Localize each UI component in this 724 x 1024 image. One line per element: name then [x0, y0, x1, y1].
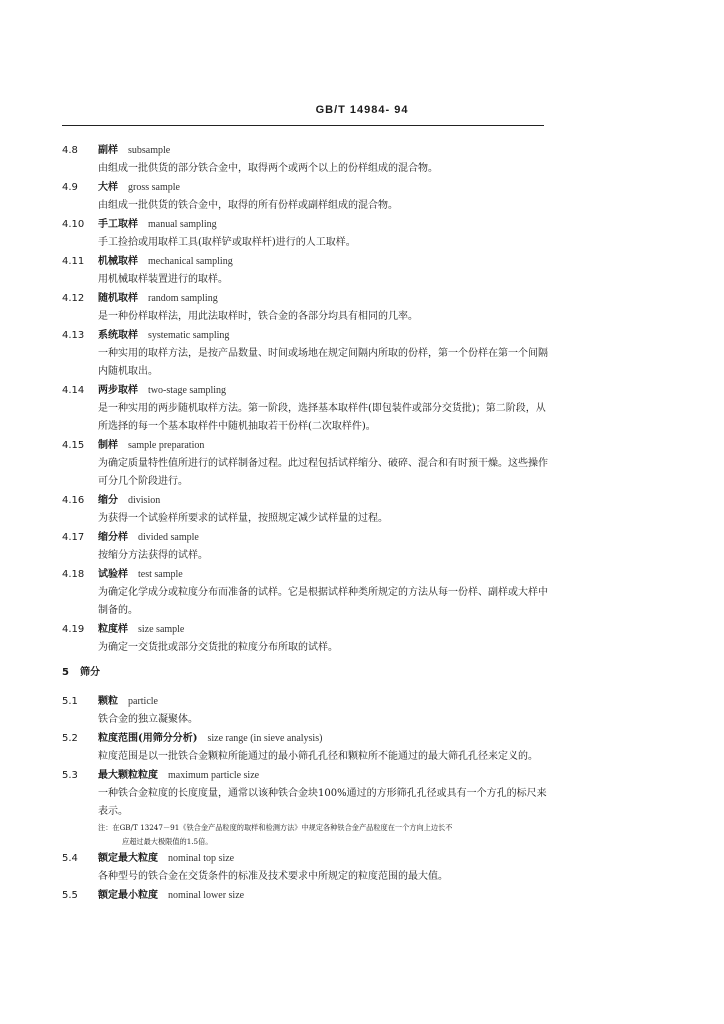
clause-number: 4.19	[62, 624, 85, 635]
term-english: systematic sampling	[148, 330, 230, 341]
section-heading	[62, 663, 552, 682]
term-english: subsample	[128, 145, 171, 156]
clause-number: 4.9	[62, 182, 78, 193]
clause-number: 5.2	[62, 733, 78, 744]
term-english: nominal top size	[168, 853, 235, 864]
term-definition: 铁合金的独立凝聚体。	[98, 714, 198, 725]
clause-number: 5.4	[62, 853, 78, 864]
term-english: division	[128, 495, 161, 506]
definition-entry	[62, 620, 552, 657]
term-chinese: 副样	[98, 145, 118, 156]
note-line: 注：在GB/T 13247－91《铁合金产品粒度的取样和检测方法》中规定各种铁合金产品粒度在一个方向上边长不	[98, 823, 453, 832]
term-definition: 粒度范围是以一批铁合金颗粒所能通过的最小筛孔孔径和颗粒所不能通过的最大筛孔孔径来定义的。	[98, 751, 538, 762]
definition-entry	[62, 289, 552, 326]
term-english: manual sampling	[148, 219, 217, 230]
definition-entry	[62, 528, 552, 565]
term-english: divided sample	[138, 532, 199, 543]
definition-entry	[62, 326, 552, 381]
term-definition: 由组成一批供货的部分铁合金中，取得两个或两个以上的份样组成的混合物。	[98, 163, 438, 174]
term-chinese: 额定最小粒度	[98, 890, 158, 901]
document-body	[62, 141, 552, 905]
clause-number: 4.12	[62, 293, 85, 304]
term-chinese: 两步取样	[98, 385, 138, 396]
term-english: test sample	[138, 569, 183, 580]
clause-number: 5.3	[62, 770, 78, 781]
term-definition: 为确定一交货批或部分交货批的粒度分布所取的试样。	[98, 642, 338, 653]
term-chinese: 最大颗粒粒度	[98, 770, 158, 781]
note	[98, 821, 550, 849]
term-chinese: 缩分	[98, 495, 118, 506]
term-chinese: 额定最大粒度	[98, 853, 158, 864]
definition-entry	[62, 849, 552, 886]
term-chinese: 手工取样	[98, 219, 138, 230]
term-chinese: 颗粒	[98, 696, 118, 707]
definition-entry	[62, 491, 552, 528]
term-definition: 是一种实用的两步随机取样方法。第一阶段，选择基本取样件(即包装件或部分交货批)；第二阶段，从所选择的每一个基本取样件中随机抽取若干份样(二次取样件)。	[98, 403, 546, 432]
term-chinese: 系统取样	[98, 330, 138, 341]
term-definition: 由组成一批供货的铁合金中，取得的所有份样或副样组成的混合物。	[98, 200, 398, 211]
definition-entry	[62, 178, 552, 215]
term-definition: 一种铁合金粒度的长度度量，通常以该种铁合金块100%通过的方形筛孔孔径或具有一个方孔的标尺来表示。	[98, 788, 547, 817]
clause-number: 4.13	[62, 330, 85, 341]
clause-number: 4.16	[62, 495, 85, 506]
clause-number: 5.1	[62, 696, 78, 707]
term-english: random sampling	[148, 293, 218, 304]
term-definition: 为确定质量特性值所进行的试样制备过程。此过程包括试样缩分、破碎、混合和有时预干燥。这些操作可分几个阶段进行。	[98, 458, 548, 487]
definition-entry	[62, 565, 552, 620]
header-rule	[62, 125, 544, 126]
term-definition: 按缩分方法获得的试样。	[98, 550, 208, 561]
term-english: mechanical sampling	[148, 256, 233, 267]
term-chinese: 缩分样	[98, 532, 128, 543]
term-chinese: 大样	[98, 182, 118, 193]
definition-entry	[62, 766, 552, 849]
term-definition: 为确定化学成分或粒度分布而准备的试样。它是根据试样种类所规定的方法从每一份样、副样或大样中制备的。	[98, 587, 548, 616]
term-english: two-stage sampling	[148, 385, 227, 396]
term-english: maximum particle size	[168, 770, 260, 781]
clause-number: 4.10	[62, 219, 85, 230]
term-definition: 一种实用的取样方法，是按产品数量、时间或场地在规定间隔内所取的份样，第一个份样在第一个间隔内随机取出。	[98, 348, 548, 377]
definition-entry	[62, 215, 552, 252]
term-definition: 手工捡拾或用取样工具(取样铲或取样杆)进行的人工取样。	[98, 237, 356, 248]
term-chinese: 粒度范围(用筛分分析)	[98, 733, 198, 744]
clause-number: 4.14	[62, 385, 85, 396]
term-definition: 是一种份样取样法，用此法取样时，铁合金的各部分均具有相同的几率。	[98, 311, 418, 322]
definition-entry	[62, 141, 552, 178]
term-english: particle	[128, 696, 158, 707]
clause-number: 4.15	[62, 440, 85, 451]
term-definition: 各种型号的铁合金在交货条件的标准及技术要求中所规定的粒度范围的最大值。	[98, 871, 448, 882]
clause-number: 5.5	[62, 890, 78, 901]
section-number: 5	[62, 667, 69, 678]
clause-number: 4.11	[62, 256, 85, 267]
term-chinese: 制样	[98, 440, 118, 451]
page-header: GB/T 14984- 94	[315, 104, 409, 116]
term-english: gross sample	[128, 182, 180, 193]
term-definition: 用机械取样装置进行的取样。	[98, 274, 228, 285]
term-english: size range (in sieve analysis)	[207, 733, 323, 744]
clause-number: 4.17	[62, 532, 85, 543]
clause-number: 4.18	[62, 569, 85, 580]
definition-entry	[62, 886, 552, 905]
definition-entry	[62, 436, 552, 491]
section-title: 筛分	[80, 667, 100, 678]
note-line: 应超过最大极限值的1.5倍。	[122, 837, 213, 846]
definition-entry	[62, 692, 552, 729]
term-english: size sample	[138, 624, 185, 635]
definition-entry	[62, 381, 552, 436]
definition-entry	[62, 729, 552, 766]
term-chinese: 机械取样	[98, 256, 138, 267]
term-english: nominal lower size	[168, 890, 245, 901]
term-english: sample preparation	[128, 440, 205, 451]
clause-number: 4.8	[62, 145, 78, 156]
definition-entry	[62, 252, 552, 289]
term-chinese: 随机取样	[98, 293, 138, 304]
term-definition: 为获得一个试验样所要求的试样量，按照规定减少试样量的过程。	[98, 513, 388, 524]
term-chinese: 粒度样	[98, 624, 128, 635]
term-chinese: 试验样	[98, 569, 128, 580]
